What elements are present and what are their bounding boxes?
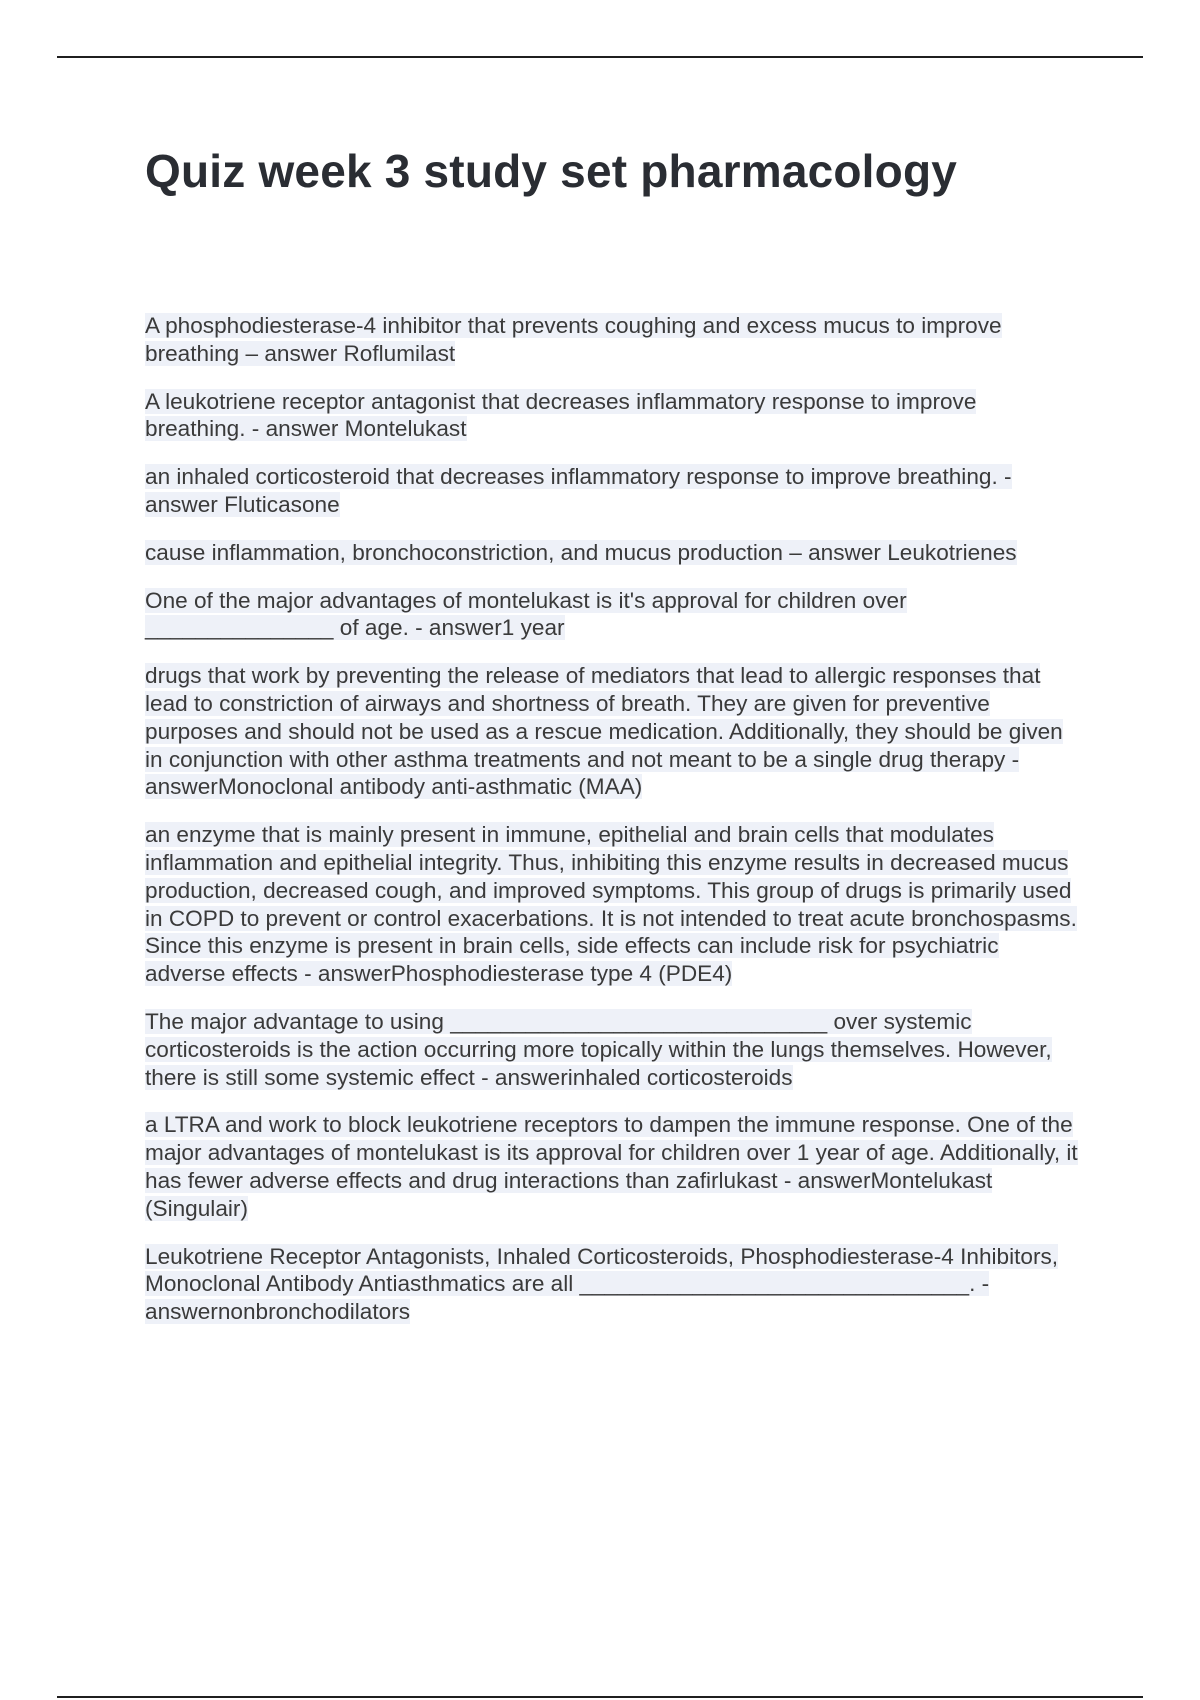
qa-item-10 bbox=[145, 1243, 1080, 1326]
qa-text: One of the major advantages of montelukast is it's approval for children over _______________ of age. - answer1 year bbox=[145, 587, 907, 641]
qa-text: a LTRA and work to block leukotriene receptors to dampen the immune response. One of the major advantages of montelukast is its approval for children over 1 year of age. Additionally, it has fewer adverse effects and drug interactions than zafirlukast - answerMontelukast (Singulair) bbox=[145, 1112, 1078, 1221]
qa-item-4 bbox=[145, 539, 1080, 567]
qa-text: an enzyme that is mainly present in immune, epithelial and brain cells that modulates inflammation and epithelial integrity. Thus, inhibiting this enzyme results in decreased mucus production, decreased cough, and improved symptoms. This group of drugs is primarily used in COPD to prevent or control exacerbations. It is not intended to treat acute bronchospasms. Since this enzyme is present in brain cells, side effects can include risk for psychiatric adverse effects - answerPhosphodiesterase type 4 (PDE4) bbox=[145, 822, 1077, 987]
qa-text: drugs that work by preventing the release of mediators that lead to allergic responses that lead to constriction of airways and shortness of breath. They are given for preventive purposes and should not be used as a rescue medication. Additionally, they should be given in conjunction with other asthma treatments and not meant to be a single drug therapy - answerMonoclonal antibody anti-asthmatic (MAA) bbox=[145, 663, 1063, 800]
qa-item-1 bbox=[145, 312, 1080, 368]
qa-item-3 bbox=[145, 463, 1080, 519]
qa-item-5 bbox=[145, 587, 1080, 643]
page-title: Quiz week 3 study set pharmacology bbox=[145, 145, 958, 197]
qa-item-6 bbox=[145, 662, 1080, 801]
header-rule bbox=[57, 56, 1143, 58]
qa-list bbox=[145, 312, 1080, 1346]
qa-item-7 bbox=[145, 821, 1080, 988]
qa-text: Leukotriene Receptor Antagonists, Inhaled Corticosteroids, Phosphodiesterase-4 Inhibitors, Monoclonal Antibody Antiasthmatics are all _______________________________. - answernonbronchodilators bbox=[145, 1243, 1059, 1325]
qa-text: cause inflammation, bronchoconstriction, and mucus production – answer Leukotrienes bbox=[145, 539, 1017, 565]
qa-text: an inhaled corticosteroid that decreases inflammatory response to improve breathing. - answer Fluticasone bbox=[145, 464, 1012, 517]
qa-item-8 bbox=[145, 1008, 1080, 1091]
qa-text: A leukotriene receptor antagonist that decreases inflammatory response to improve breathing. - answer Montelukast bbox=[145, 388, 977, 442]
qa-item-2 bbox=[145, 388, 1080, 444]
qa-text: The major advantage to using ______________________________ over systemic corticosteroids is the action occurring more topically within the lungs themselves. However, there is still some systemic effect - answerinhaled corticosteroids bbox=[145, 1008, 1052, 1090]
qa-text: A phosphodiesterase-4 inhibitor that prevents coughing and excess mucus to improve breathing – answer Roflumilast bbox=[145, 313, 1002, 366]
footer-rule bbox=[57, 1696, 1143, 1698]
qa-item-9 bbox=[145, 1111, 1080, 1222]
